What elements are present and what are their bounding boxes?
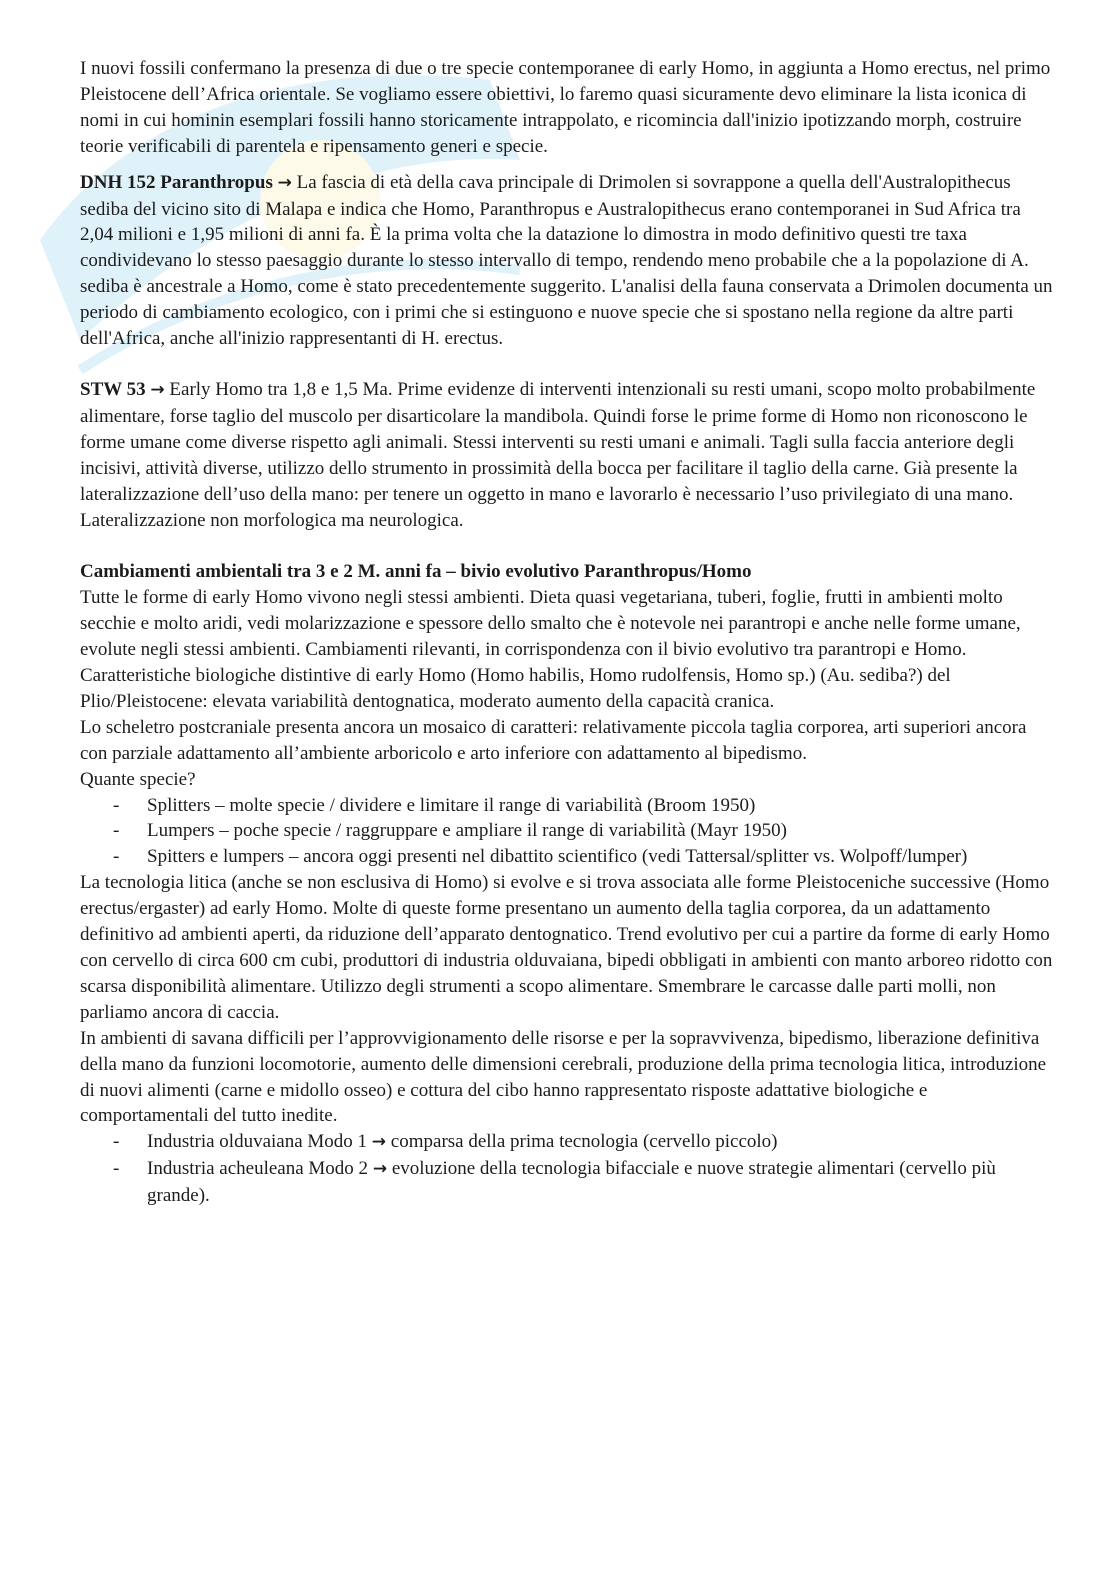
dash-bullet: - [113, 846, 120, 868]
dash-bullet: - [113, 794, 120, 816]
dnh152-paragraph [80, 170, 1058, 352]
traits-paragraph: Caratteristiche biologiche distintive di early Homo (Homo habilis, Homo rudolfensis, Homo sp.) (Au. sediba?) del Plio/Pleistocene: elevata variabilità dentognatica, moderato aumento della capacità cranica. [80, 665, 951, 712]
section-heading: Cambiamenti ambientali tra 3 e 2 M. anni fa – bivio evolutivo Paranthropus/Homo [80, 561, 752, 583]
industry-list [80, 1129, 1058, 1209]
species-question: Quante specie? [80, 768, 196, 790]
list-item: - Spitters e lumpers – ancora oggi presenti nel dibattito scientifico (vedi Tattersal/splitter vs. Wolpoff/lumper) [80, 844, 1058, 870]
dnh152-label: DNH 152 Paranthropus [80, 171, 273, 193]
stw53-label: STW 53 [80, 378, 146, 400]
list-item: - Splitters – molte specie / dividere e limitare il range di variabilità (Broom 1950) [80, 793, 1058, 819]
environment-paragraph: Tutte le forme di early Homo vivono negli stessi ambienti. Dieta quasi vegetariana, tuberi, foglie, frutti in ambienti molto secchie e molto aridi, vedi molarizzazione e spessore dello smalto che è notevole nei parantropi e anche nelle forme umane, evolute negli stessi ambienti. Cambiamenti rilevanti, in corrispondenza con il bivio evolutivo tra parantropi e Homo. [80, 587, 1021, 661]
dash-bullet: - [113, 1131, 120, 1153]
skeleton-paragraph: Lo scheletro postcraniale presenta ancora un mosaico di caratteri: relativamente piccola taglia corporea, arti superiori ancora con parziale adattamento all’ambiente arboricolo e arto inferiore con adattamento al bipedismo. [80, 716, 1027, 764]
savana-paragraph: In ambienti di savana difficili per l’approvvigionamento delle risorse e per la sopravvivenza, bipedismo, liberazione definitiva della mano da funzioni locomotorie, aumento delle dimensioni cerebrali, produzione della prima tecnologia litica, introduzione di nuovi alimenti (carne e midollo osseo) e cottura del cibo hanno rappresentato risposte adattative biologiche e comportamentali del tutto inedite. [80, 1027, 1047, 1127]
list-item: - Lumpers – poche specie / raggruppare e ampliare il range di variabilità (Mayr 1950) [80, 818, 1058, 844]
stw53-paragraph [80, 377, 1058, 533]
arrow-icon: → [371, 1132, 387, 1153]
arrow-icon: → [277, 172, 292, 193]
technology-paragraph: La tecnologia litica (anche se non esclusiva di Homo) si evolve e si trova associata alle forme Pleistoceniche successive (Homo erectus/ergaster) ad early Homo. Molte di queste forme presentano un aumento della taglia corporea, da un adattamento definitivo ad ambienti aperti, da riduzione dell’apparato dentognatico. Trend evolutivo per cui a partire da forme di early Homo con cervello di circa 600 cm cubi, produttori di industria olduvaiana, bipedi obbligati in ambienti con manto arboreo ridotto con scarsa disponibilità alimentare. Utilizzo degli strumenti a scopo alimentare. Smembrare le carcasse dalle parti molli, non parliamo ancora di caccia. [80, 872, 1053, 1023]
document-body [80, 56, 1058, 1209]
stw53-text: Early Homo tra 1,8 e 1,5 Ma. Prime evidenze di interventi intenzionali su resti umani, scopo molto probabilmente alimentare, forse taglio del muscolo per disarticolare la mandibola. Quindi forse le prime forme di Homo non riconoscono le forme umane come diverse rispetto agli animali. Stessi interventi su resti umani e animali. Tagli sulla faccia anteriore degli incisivi, attività diverse, utilizzo dello strumento in prossimità della bocca per facilitare il taglio della carne. Già presente la lateralizzazione dell’uso della mano: per tenere un oggetto in mano e lavorarlo è necessario l’uso privilegiato di una mano. Lateralizzazione non morfologica ma neurologica. [80, 378, 1036, 531]
dash-bullet: - [113, 1158, 120, 1180]
intro-paragraph: I nuovi fossili confermano la presenza di due o tre specie contemporanee di early Homo, in aggiunta a Homo erectus, nel primo Pleistocene dell’Africa orientale. Se vogliamo essere obiettivi, lo faremo quasi sicuramente devo eliminare la lista iconica di nomi in cui hominin esemplari fossili hanno storicamente intrappolato, e ricomincia dall'inizio ipotizzando morph, costruire teorie verificabili di parentela e ripensamento generi e specie. [80, 58, 1051, 157]
dash-bullet: - [113, 820, 120, 842]
species-list [80, 793, 1058, 871]
arrow-icon: → [372, 1159, 388, 1180]
dnh152-text: La fascia di età della cava principale di Drimolen si sovrappone a quella dell'Australopithecus sediba del vicino sito di Malapa e indica che Homo, Paranthropus e Australopithecus erano contemporanei in Sud Africa tra 2,04 milioni e 1,95 milioni di anni fa. È la prima volta che la datazione lo dimostra in modo definitivo questi tre taxa condividevano lo stesso paesaggio durante lo stesso intervallo di tempo, rendendo meno probabile che a la popolazione di A. sediba è ancestrale a Homo, come è stato precedentemente suggerito. L'analisi della fauna conservata a Drimolen documenta un periodo di cambiamento ecologico, con i primi che si estinguono e nuove specie che si spostano nella regione da altre parti dell'Africa, anche all'inizio rappresentanti di H. erectus. [80, 171, 1053, 350]
arrow-icon: → [150, 379, 165, 400]
list-item: - Industria acheuleana Modo 2 → evoluzione della tecnologia bifacciale e nuove strategie alimentari (cervello più grande). [113, 1158, 996, 1207]
list-item: - Industria olduvaiana Modo 1 → comparsa della prima tecnologia (cervello piccolo) [80, 1129, 1058, 1156]
